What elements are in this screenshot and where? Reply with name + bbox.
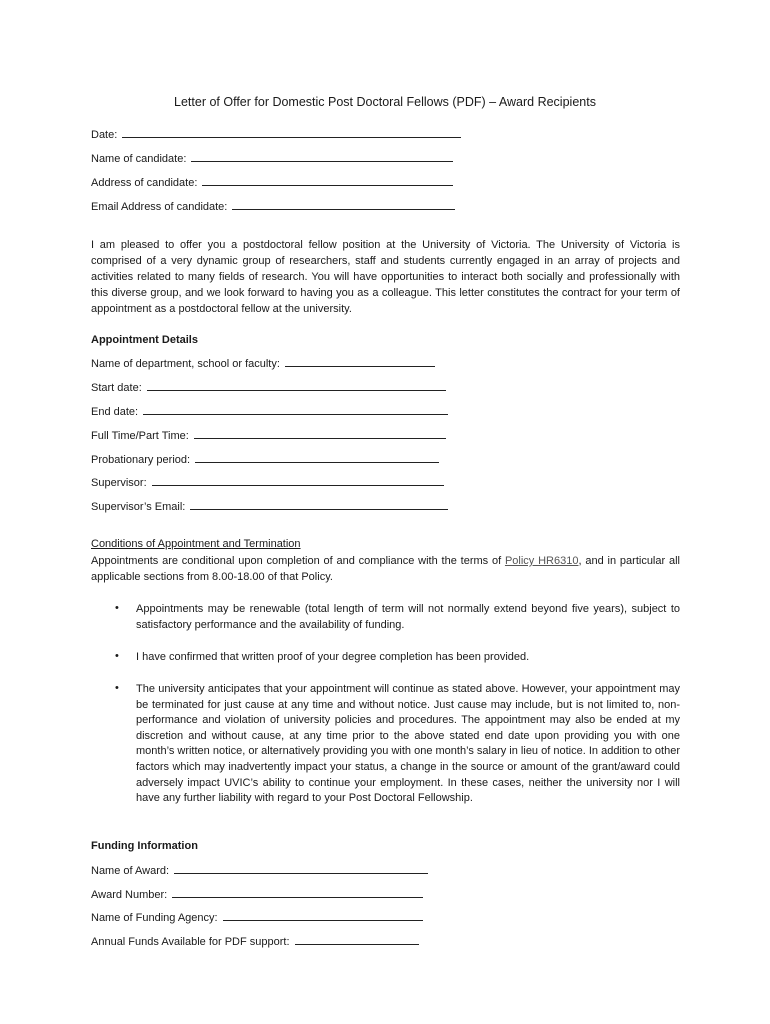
start-date-label: Start date:	[91, 382, 142, 394]
candidate-email-label: Email Address of candidate:	[91, 201, 228, 213]
condition-bullet-item: Appointments may be renewable (total length of term will not normally extend beyond five years), subject to satisfactory performance and the availability of funding.	[136, 603, 680, 631]
end-date-blank[interactable]	[143, 405, 448, 415]
candidate-email-field	[91, 200, 455, 213]
start-date-blank[interactable]	[147, 381, 446, 391]
full-part-time-field	[91, 429, 446, 442]
funding-heading: Funding Information	[91, 840, 198, 852]
conditions-text-after-link: , and in particular all applicable sections from 8.00-18.00 of that Policy.	[91, 555, 680, 583]
award-name-blank[interactable]	[174, 864, 428, 874]
award-name-label: Name of Award:	[91, 865, 170, 877]
conditions-heading: Conditions of Appointment and Termination	[91, 538, 301, 550]
supervisor-label: Supervisor:	[91, 477, 147, 489]
candidate-address-blank[interactable]	[202, 176, 453, 186]
full-part-time-label: Full Time/Part Time:	[91, 430, 189, 442]
bullet-marker: •	[115, 682, 119, 694]
candidate-name-label: Name of candidate:	[91, 153, 187, 165]
appointment-heading: Appointment Details	[91, 334, 198, 346]
full-part-time-blank[interactable]	[194, 429, 446, 439]
department-blank[interactable]	[285, 357, 435, 367]
policy-hr6310-link[interactable]: Policy HR6310	[504, 555, 579, 567]
award-number-field	[91, 888, 423, 901]
document-title: Letter of Offer for Domestic Post Doctoral Fellows (PDF) – Award Recipients	[174, 95, 596, 109]
probationary-period-blank[interactable]	[195, 453, 439, 463]
annual-funds-field	[91, 935, 419, 948]
candidate-email-blank[interactable]	[232, 200, 455, 210]
funding-agency-blank[interactable]	[223, 911, 423, 921]
candidate-address-field	[91, 176, 453, 189]
department-field	[91, 357, 435, 370]
award-number-label: Award Number:	[91, 889, 168, 901]
funding-agency-label: Name of Funding Agency:	[91, 912, 218, 924]
start-date-field	[91, 381, 446, 394]
bullet-marker: •	[115, 602, 119, 614]
condition-bullet-item: The university anticipates that your appointment will continue as stated above. However, your appointment may be terminated for just cause at any time and without notice. Just cause may include, but is not limited to, non-performance and violation of university policies and procedures. The appointment may also be ended at my discretion and without cause, at any time prior to the above stated end date upon providing you with one month’s written notice, or alternatively providing you with one month’s salary in lieu of notice. In addition to other factors which may inadvertently impact your status, a change in the source or amount of the grant/award could adversely impact UVIC’s ability to continue your employment. In these cases, neither the university nor I will have any further liability with regard to your Post Doctoral Fellowship.	[136, 683, 680, 805]
annual-funds-label: Annual Funds Available for PDF support:	[91, 936, 290, 948]
end-date-label: End date:	[91, 406, 139, 418]
award-name-field	[91, 864, 428, 877]
annual-funds-blank[interactable]	[295, 935, 419, 945]
department-label: Name of department, school or faculty:	[91, 358, 280, 370]
supervisor-email-field	[91, 500, 448, 513]
award-number-blank[interactable]	[172, 888, 423, 898]
funding-agency-field	[91, 911, 423, 924]
condition-bullet-item: I have confirmed that written proof of your degree completion has been provided.	[136, 651, 530, 663]
candidate-address-label: Address of candidate:	[91, 177, 198, 189]
bullet-marker: •	[115, 650, 119, 662]
probationary-period-field	[91, 453, 439, 466]
date-field	[91, 128, 461, 141]
candidate-name-blank[interactable]	[191, 152, 453, 162]
intro-paragraph: I am pleased to offer you a postdoctoral fellow position at the University of Victoria. The University of Victoria is comprised of a very dynamic group of researchers, staff and students currently engaged in an array of projects and activities related to many fields of research. You will have opportunities to interact both socially and professionally with this diverse group, and we look forward to having you as a colleague. This letter constitutes the contract for your term of appointment as a postdoctoral fellow at the university.	[91, 239, 680, 315]
conditions-text-before-link: Appointments are conditional upon completion of and compliance with the terms of	[91, 555, 505, 567]
probationary-period-label: Probationary period:	[91, 454, 191, 466]
date-label: Date:	[91, 129, 118, 141]
candidate-name-field	[91, 152, 453, 165]
supervisor-blank[interactable]	[152, 476, 444, 486]
conditions-paragraph	[91, 553, 680, 585]
supervisor-email-label: Supervisor’s Email:	[91, 501, 186, 513]
date-blank[interactable]	[122, 128, 461, 138]
supervisor-email-blank[interactable]	[190, 500, 448, 510]
supervisor-field	[91, 476, 444, 489]
end-date-field	[91, 405, 448, 418]
